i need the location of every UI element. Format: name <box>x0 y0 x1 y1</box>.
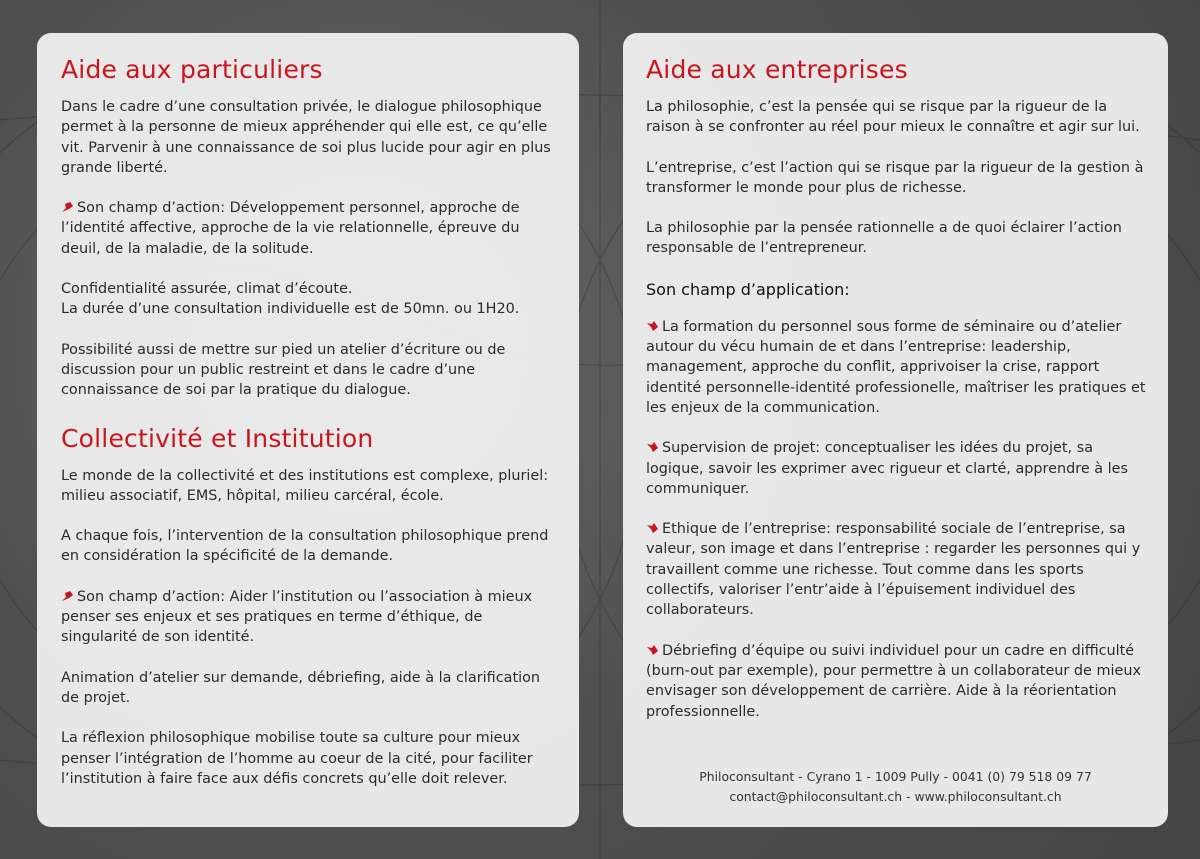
paragraph: Le monde de la collectivité et des institutions est complexe, pluriel: milieu associatif, EMS, hôpital, milieu carcéral, école. <box>61 467 549 504</box>
red-pin-icon <box>61 201 74 213</box>
footer-contact: contact@philoconsultant.ch - www.philoconsultant.ch <box>729 789 1062 804</box>
paragraph: La philosophie, c’est la pensée qui se risque par la rigueur de la raison à se confronter au réel pour mieux le connaître et agir sur lui. <box>646 99 1140 136</box>
footer-address: Philoconsultant - Cyrano 1 - 1009 Pully - 0041 (0) 79 518 09 77 <box>699 769 1092 784</box>
red-pin-icon <box>646 320 659 332</box>
title-particuliers: Aide aux particuliers <box>61 55 323 84</box>
paragraph: A chaque fois, l’intervention de la consultation philosophique prend en considération la spécificité de la demande. <box>61 528 549 565</box>
title-collectivite: Collectivité et Institution <box>61 423 374 453</box>
paragraph: La philosophie par la pensée rationnelle a de quoi éclairer l’action responsable de l’entrepreneur. <box>646 220 1122 257</box>
paragraph: Dans le cadre d’une consultation privée, le dialogue philosophique permet à la personne de mieux appréhender qui elle est, ce qu’elle vit. Parvenir à une connaissance de soi plus lucide pour agir en plus grande liberté. <box>61 99 551 176</box>
red-pin-icon <box>646 441 659 453</box>
paragraph: La réflexion philosophique mobilise toute sa culture pour mieux penser l’intégration de l’homme au coeur de la cité, pour faciliter l’institution à faire face aux défis concrets qu’elle doit relever. <box>61 730 533 787</box>
bullet-paragraph: Son champ d’action: Développement personnel, approche de l’identité affective, approche de la vie relationnelle, épreuve du deuil, de la maladie, de la solitude. <box>61 200 520 257</box>
subtitle-champ-application: Son champ d’application: <box>646 279 850 299</box>
paragraph: Confidentialité assurée, climat d’écoute. La durée d’une consultation individuelle est de 50mn. ou 1H20. <box>61 281 520 318</box>
red-pin-icon <box>646 522 659 534</box>
paragraph: L’entreprise, c’est l’action qui se risque par la rigueur de la gestion à transformer le monde pour plus de richesse. <box>646 159 1144 196</box>
bullet-paragraph: La formation du personnel sous forme de séminaire ou d’atelier autour du vécu humain de et dans l’entreprise: leadership, management, approche du conflit, apprivoiser la crise, rapport identité personnelle-identité professionelle, maîtriser les pratiques et les enjeux de la communication. <box>646 318 1146 416</box>
bullet-paragraph: Son champ d’action: Aider l’institution ou l’association à mieux penser ses enjeux et ses pratiques en terme d’éthique, de singularité de son identité. <box>61 588 533 646</box>
red-pin-icon <box>646 644 659 656</box>
bullet-paragraph: Débriefing d’équipe ou suivi individuel pour un cadre en difficulté (burn-out par exemple), pour permettre à un collaborateur de mieux envisager son développement de carrière. Aide à la réorientation professionnelle. <box>646 642 1141 720</box>
contact-footer <box>623 767 1168 807</box>
red-pin-icon <box>61 590 74 602</box>
title-entreprises: Aide aux entreprises <box>646 55 908 84</box>
panel-particuliers <box>37 33 579 827</box>
bullet-paragraph: Supervision de projet: conceptualiser les idées du projet, sa logique, savoir les exprimer avec rigueur et clarté, apprendre à les communiquer. <box>646 440 1129 497</box>
panel-entreprises <box>623 33 1168 827</box>
bullet-paragraph: Ethique de l’entreprise: responsabilité sociale de l’entreprise, sa valeur, son image et dans l’entreprise : regarder les personnes qui y travaillent comme une richesse. Tout comme dans les sports collectifs, valoriser l’entr’aide à l’épuisement individuel des collaborateurs. <box>646 521 1141 619</box>
paragraph: Possibilité aussi de mettre sur pied un atelier d’écriture ou de discussion pour un public restreint et dans le cadre d’une connaissance de soi par la pratique du dialogue. <box>61 341 506 399</box>
paragraph: Animation d’atelier sur demande, débriefing, aide à la clarification de projet. <box>61 669 541 706</box>
